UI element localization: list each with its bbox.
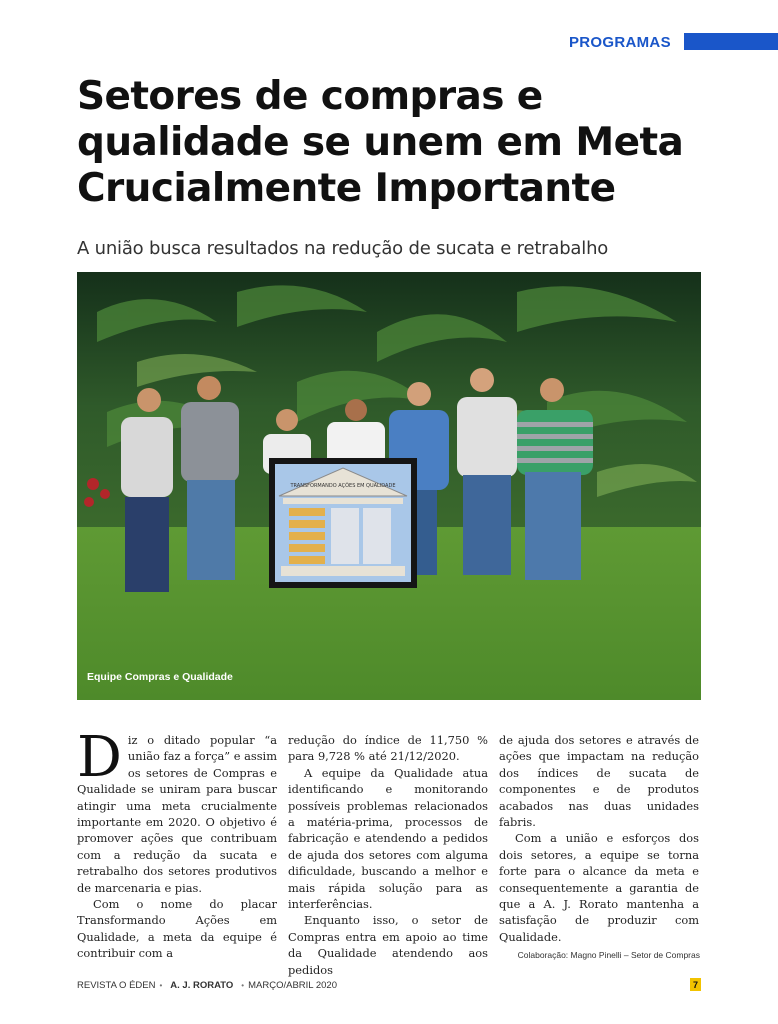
paragraph: de ajuda dos setores e através de ações que impactam na redução dos índices de sucata de componentes e de produtos acabados nas duas unidades fabris. — [499, 733, 699, 830]
dropcap: D — [77, 725, 122, 790]
brand-name: A. J. RORATO — [170, 979, 234, 991]
paragraph: redução do índice de 11,750 % para 9,728 % até 21/12/2020. — [288, 733, 488, 764]
paragraph: Com a união e esforços dos dois setores, a equipe se torna forte para o alcance da meta e consequentemente a garantia de que a A. J. Rorato mantenha a satisfação de produzir com Qualidade. — [499, 831, 699, 944]
paragraph-text: iz o ditado popular “a união faz a força” e assim os setores de Compras e Qualidade se uniram para buscar atingir uma meta crucialmente importante em 2020. O objetivo é promover ações que contribuam com a redução da sucata e retrabalho dos setores produtivos de marcenaria e pias. — [77, 733, 277, 895]
paragraph: Com o nome do placar Transformando Ações em Qualidade, a meta da equipe é contribuir com a — [77, 897, 277, 961]
collaboration-credit: Colaboração: Magno Pinelli – Setor de Compras — [517, 950, 700, 960]
column-1 — [77, 725, 277, 978]
footer-separator: • — [159, 980, 163, 990]
article-subhead: A união busca resultados na redução de sucata e retrabalho — [77, 238, 609, 259]
person — [121, 388, 173, 592]
column-2 — [288, 732, 488, 978]
person — [457, 368, 517, 575]
issue-date: MARÇO/ABRIL 2020 — [248, 979, 337, 991]
paragraph — [77, 725, 277, 896]
placard-title: TRANSFORMANDO AÇÕES EM QUALIDADE — [290, 483, 396, 489]
article-headline: Setores de compras e qualidade se unem em Meta Crucialmente Importante — [77, 74, 684, 211]
paragraph: A equipe da Qualidade atua identificando e monitorando possíveis problemas relacionados a matéria-prima, processos de fabricação e atendendo a pedidos de ajuda dos setores com alguma dificuldade, buscando a melhor e mais rápida solução para as interferências. — [288, 765, 488, 912]
paragraph: Enquanto isso, o setor de Compras entra em apoio ao time da Qualidade atendendo aos pedidos — [288, 913, 488, 977]
person — [181, 376, 239, 580]
section-label: PROGRAMAS — [569, 33, 671, 51]
footer-separator: • — [241, 980, 245, 990]
photo-caption: Equipe Compras e Qualidade — [87, 671, 233, 683]
page-number: 7 — [690, 978, 701, 991]
magazine-name: REVISTA O ÉDEN — [77, 979, 156, 991]
team-photo-illustration — [77, 272, 701, 700]
team-photo — [77, 272, 701, 700]
section-tag — [569, 33, 671, 51]
column-3 — [499, 732, 699, 978]
placard — [269, 458, 417, 588]
page-footer — [77, 978, 701, 992]
article-body — [77, 725, 701, 978]
section-bar — [684, 33, 778, 50]
